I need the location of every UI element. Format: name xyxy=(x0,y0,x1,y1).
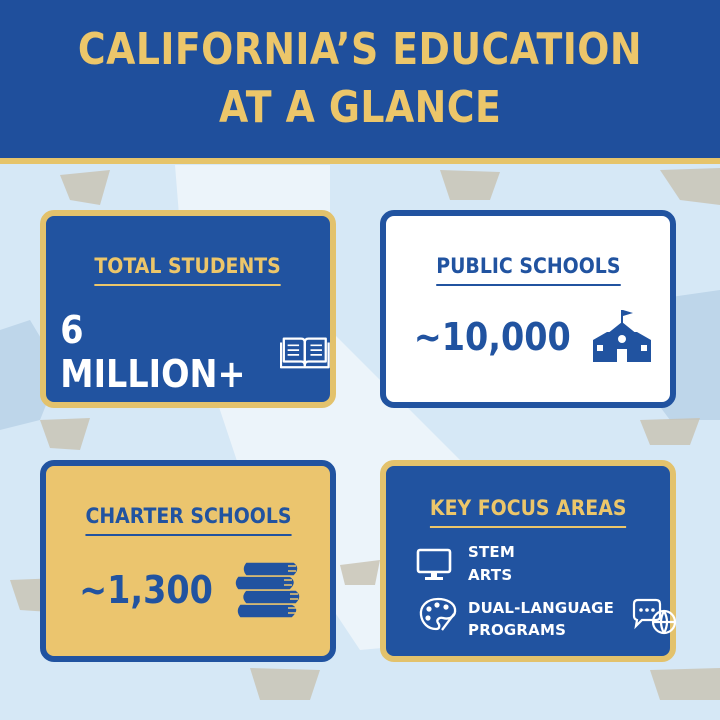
focus-item-programs: PROGRAMS xyxy=(468,621,567,639)
page-title-line-2: AT A GLANCE xyxy=(218,82,502,133)
total-students-value: 6 MILLION+ xyxy=(60,308,246,396)
charter-schools-value: ~1,300 xyxy=(79,568,213,612)
school-building-icon xyxy=(591,308,653,366)
key-focus-list xyxy=(416,542,666,642)
open-book-icon xyxy=(280,332,330,372)
header-banner xyxy=(0,0,720,164)
key-focus-areas-title: KEY FOCUS AREAS xyxy=(430,496,627,528)
public-schools-value: ~10,000 xyxy=(413,315,571,359)
key-focus-areas-card xyxy=(380,460,676,662)
page-title-line-1: CALIFORNIA’S EDUCATION xyxy=(77,24,643,75)
focus-item-arts: ARTS xyxy=(468,566,513,584)
speech-globe-icon xyxy=(630,598,678,638)
book-stack-icon xyxy=(232,558,306,622)
focus-item-stem: STEM xyxy=(468,543,516,561)
public-schools-stat-row xyxy=(403,308,653,366)
charter-schools-stat-row xyxy=(70,558,306,622)
charter-schools-title: CHARTER SCHOOLS xyxy=(85,504,291,536)
focus-item-dual-language: DUAL-LANGUAGE xyxy=(468,599,615,617)
total-students-card xyxy=(40,210,336,408)
public-schools-card xyxy=(380,210,676,408)
paint-palette-icon xyxy=(418,596,458,634)
total-students-stat-row xyxy=(46,308,330,396)
total-students-title: TOTAL STUDENTS xyxy=(95,254,281,286)
computer-monitor-icon xyxy=(416,548,452,582)
public-schools-title: PUBLIC SCHOOLS xyxy=(436,254,620,286)
charter-schools-card xyxy=(40,460,336,662)
